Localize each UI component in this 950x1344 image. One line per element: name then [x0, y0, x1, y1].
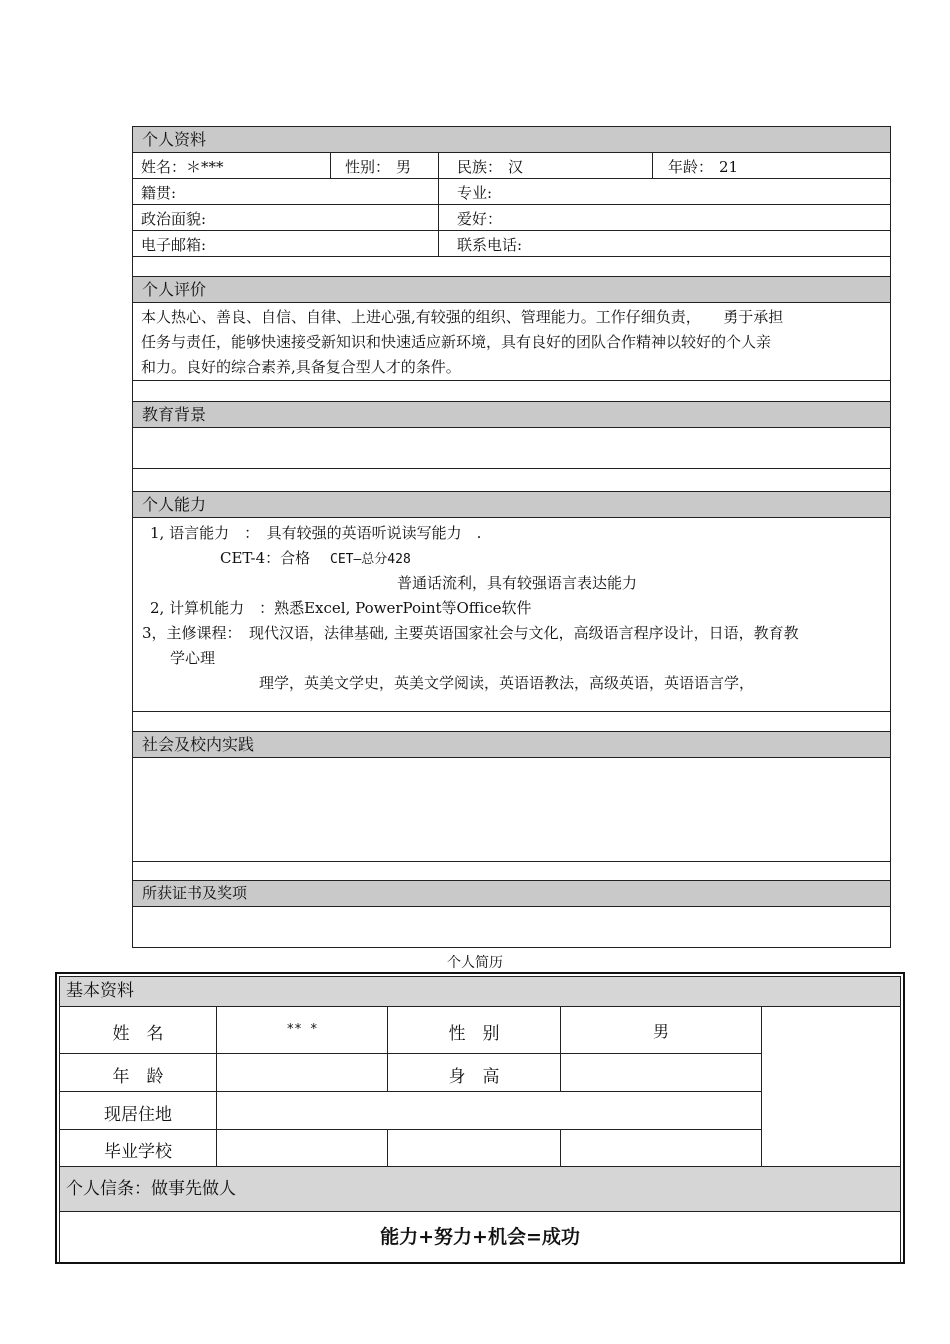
- age-value: 21: [719, 158, 739, 176]
- ability-cet-score: CET—总分428: [330, 552, 411, 567]
- gender-label: 性别： 男: [345, 158, 412, 176]
- motto-row: 个人信条：做事先做人: [60, 1167, 900, 1211]
- ethnicity-value: 汉: [508, 158, 524, 176]
- major-label: 专业:: [457, 184, 493, 202]
- resume-name-label: 姓 名: [112, 1024, 164, 1044]
- resume-address-label: 现居住地: [104, 1105, 172, 1125]
- name-value: ＊***: [186, 158, 224, 176]
- basic-header: 基本资料: [60, 977, 900, 1006]
- ability-mandarin: 普通话流利，具有较强语言表达能力: [397, 574, 638, 592]
- resume-gender-value: 男: [652, 1022, 669, 1041]
- evaluation-line-2: 任务与责任，能够快速接受新知识和快速适应新环境，具有良好的团队合作精神以较好的个人亲: [141, 333, 772, 351]
- hobby-label: 爱好：: [457, 210, 503, 228]
- phone-label: 联系电话:: [457, 236, 523, 254]
- name-label: 姓名：＊***: [141, 158, 224, 176]
- education-header: 教育背景: [133, 402, 890, 427]
- practice-header: 社会及校内实践: [133, 732, 890, 757]
- gender-value: 男: [396, 158, 412, 176]
- resume-school-label: 毕业学校: [104, 1142, 172, 1162]
- ability-header: 个人能力: [133, 492, 890, 517]
- ability-courses-2: 理学，英美文学史，英美文学阅读，英语语教法，高级英语，英语语言学，: [259, 674, 755, 692]
- resume-gender-label: 性 别: [448, 1024, 500, 1044]
- email-label: 电子邮箱:: [141, 236, 207, 254]
- politics-label: 政治面貌:: [141, 210, 207, 228]
- age-label: 年龄： 21: [668, 158, 739, 176]
- ethnicity-label: 民族： 汉: [457, 158, 524, 176]
- slogan: 能力+努力+机会=成功: [380, 1226, 580, 1248]
- ability-cet-grade: CET-4：合格: [220, 549, 311, 567]
- ability-language: 1, 语言能力 ： 具有较强的英语听说读写能力 .: [150, 524, 482, 542]
- resume-title: 个人简历: [447, 955, 503, 971]
- resume-age-label: 年 龄: [112, 1067, 164, 1087]
- evaluation-header: 个人评价: [133, 277, 890, 302]
- profile-header: 个人资料: [133, 127, 890, 152]
- awards-header: 所获证书及奖项: [133, 881, 890, 906]
- ability-computer: 2, 计算机能力 ：熟悉Excel, PowerPoint等Office软件: [150, 599, 532, 617]
- origin-label: 籍贯:: [141, 184, 177, 202]
- ability-courses-1b: 学心理: [170, 649, 216, 667]
- resume-height-label: 身 高: [448, 1067, 500, 1087]
- resume-name-value: ** *: [286, 1022, 318, 1037]
- evaluation-line-1: 本人热心、善良、自信、自律、上进心强,有较强的组织、管理能力。工作仔细负责， 勇于承担: [141, 308, 784, 326]
- evaluation-line-3: 和力。良好的综合素养,具备复合型人才的条件。: [141, 358, 461, 376]
- ability-courses-1: 3，主修课程： 现代汉语，法律基础, 主要英语国家社会与文化，高级语言程序设计，日语，教育教: [142, 624, 799, 642]
